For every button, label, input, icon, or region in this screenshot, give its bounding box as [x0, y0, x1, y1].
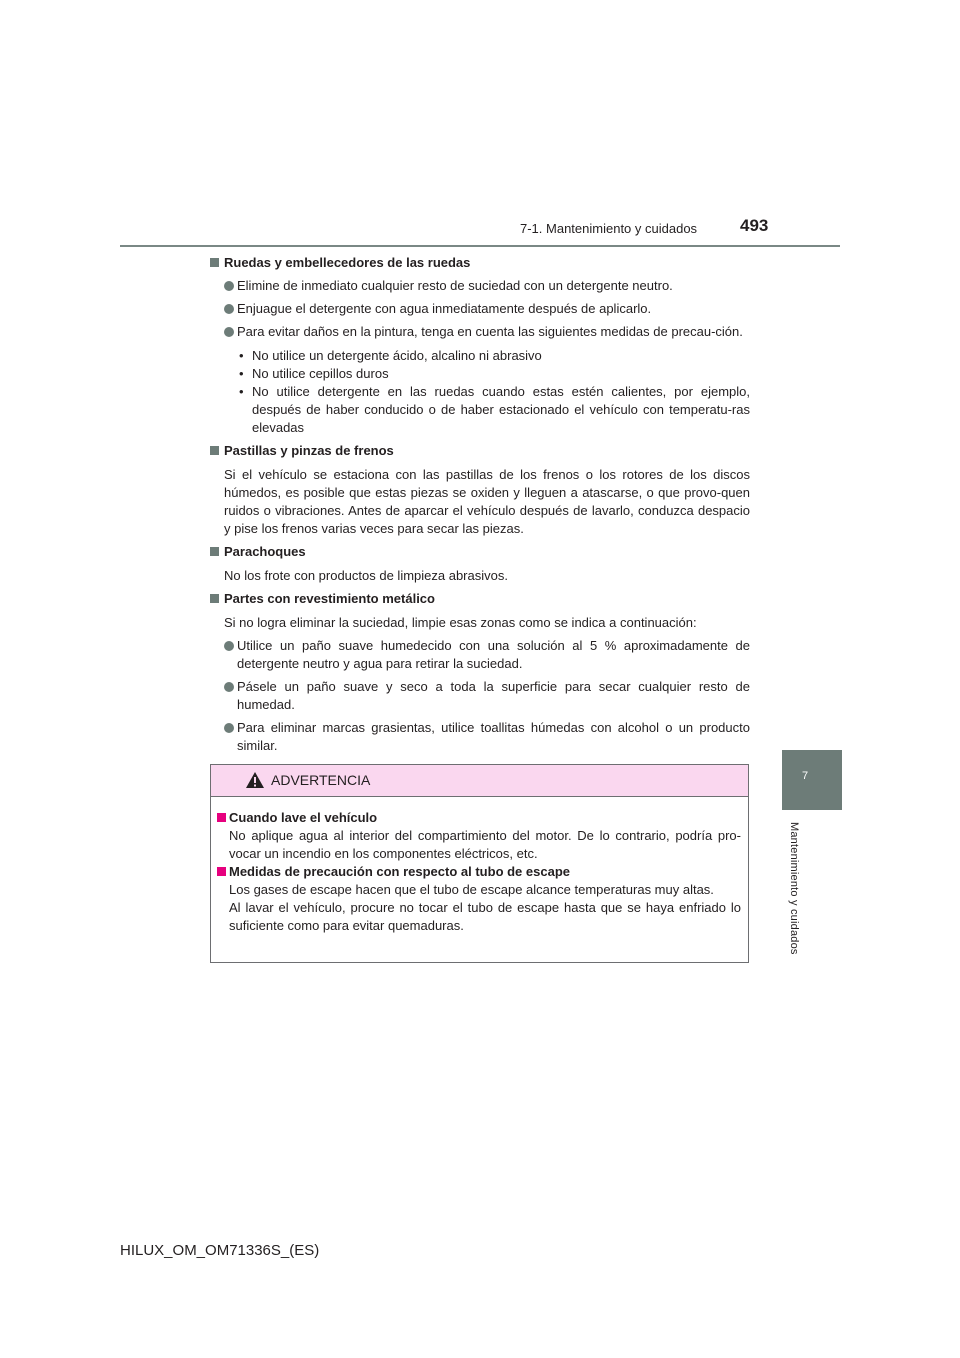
chapter-tab[interactable]	[782, 750, 842, 810]
paragraph: No los frote con productos de limpieza abrasivos.	[224, 568, 508, 583]
heading-bumpers: Parachoques	[210, 543, 750, 561]
sub-item: • No utilice cepillos duros	[210, 365, 750, 383]
warning-paragraph: Al lavar el vehículo, procure no tocar el tubo de escape hasta que se haya enfriado lo suficiente como para evitar quemaduras.	[229, 900, 741, 933]
sub-item: • No utilice un detergente ácido, alcalino ni abrasivo	[210, 347, 750, 365]
warning-body	[211, 809, 741, 935]
warning-heading: Medidas de precaución con respecto al tubo de escape	[211, 863, 741, 881]
bullet-item: Elimine de inmediato cualquier resto de suciedad con un detergente neutro.	[210, 277, 750, 295]
bullet-item: Para eliminar marcas grasientas, utilice toallitas húmedas con alcohol o un producto similar.	[210, 719, 750, 755]
paragraph: Si el vehículo se estaciona con las pastillas de los frenos o los rotores de los discos húmedos, es posible que estas piezas se oxiden y lleguen a atascarse, o que provo-quen ruidos o vibraciones. Antes de aparcar el vehículo después de lavarlo, conduzca despacio y pise los frenos varias veces para secar las piezas.	[224, 467, 750, 536]
bullet-item: Pásele un paño suave y seco a toda la superficie para secar cualquier resto de humedad.	[210, 678, 750, 714]
warning-header	[211, 765, 748, 797]
warning-title: ADVERTENCIA	[271, 772, 371, 788]
footer-code: HILUX_OM_OM71336S_(ES)	[120, 1242, 320, 1259]
warning-heading: Cuando lave el vehículo	[211, 809, 741, 827]
heading-wheels: Ruedas y embellecedores de las ruedas	[210, 254, 750, 272]
bullet-item: Para evitar daños en la pintura, tenga en cuenta las siguientes medidas de precau-ción.	[210, 323, 750, 341]
section-title: 7-1. Mantenimiento y cuidados	[520, 221, 698, 236]
page-number: 493	[740, 216, 769, 235]
heading-metal-parts: Partes con revestimiento metálico	[210, 590, 750, 608]
heading-brakes: Pastillas y pinzas de frenos	[210, 442, 750, 460]
paragraph: Si no logra eliminar la suciedad, limpie esas zonas como se indica a continuación:	[224, 615, 697, 630]
main-content	[210, 254, 750, 755]
warning-box	[210, 764, 749, 963]
bullet-item: Enjuague el detergente con agua inmediatamente después de aplicarlo.	[210, 300, 750, 318]
warning-triangle-icon	[245, 771, 265, 789]
chapter-label: Mantenimiento y cuidados	[788, 822, 800, 955]
warning-paragraph: No aplique agua al interior del compartimiento del motor. De lo contrario, podría pro-vocar un incendio en los componentes eléctricos, etc.	[229, 828, 741, 861]
warning-paragraph: Los gases de escape hacen que el tubo de escape alcance temperaturas muy altas.	[229, 882, 714, 897]
header-rule	[120, 245, 840, 247]
bullet-item: Utilice un paño suave humedecido con una solución al 5 % aproximadamente de detergente neutro y agua para retirar la suciedad.	[210, 637, 750, 673]
chapter-number: 7	[802, 770, 809, 782]
sub-item: • No utilice detergente en las ruedas cuando estas estén calientes, por ejemplo, después de haber conducido o de haber estacionado el vehículo con temperatu-ras elevadas	[210, 383, 750, 437]
